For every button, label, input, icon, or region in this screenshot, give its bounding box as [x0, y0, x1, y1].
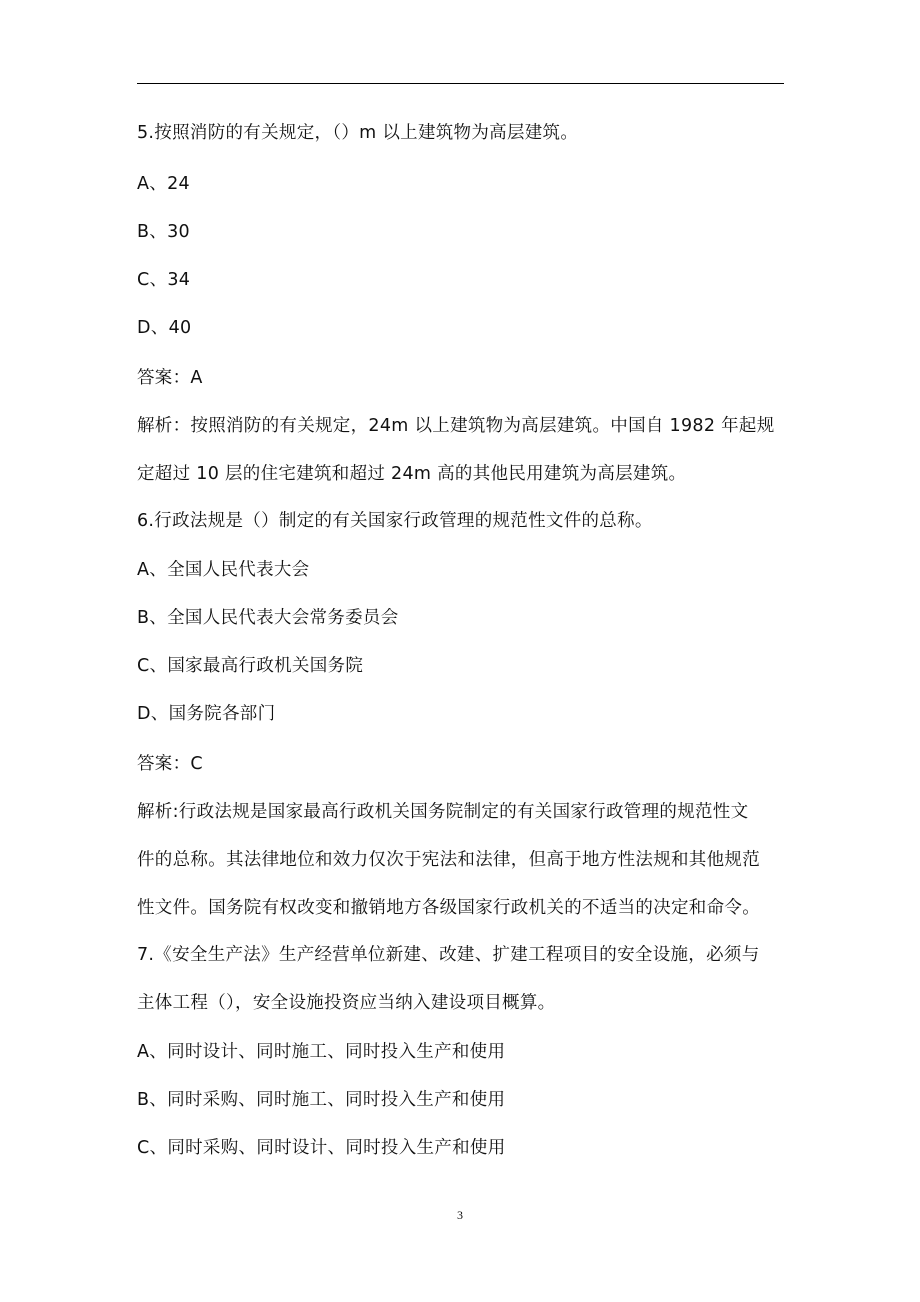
question-5-option-b: B、30: [137, 222, 190, 242]
question-6-analysis-line: 件的总称。其法律地位和效力仅次于宪法和法律，但高于地方性法规和其他规范: [137, 850, 760, 870]
question-6-analysis-line: 性文件。国务院有权改变和撤销地方各级国家行政机关的不适当的决定和命令。: [137, 898, 760, 918]
question-5-analysis-line: 定超过 10 层的住宅建筑和超过 24m 高的其他民用建筑为高层建筑。: [137, 464, 687, 484]
question-5-option-d: D、40: [137, 318, 192, 338]
question-6-option-d: D、国务院各部门: [137, 704, 276, 724]
question-7-stem-line: 主体工程（），安全设施投资应当纳入建设项目概算。: [137, 993, 556, 1013]
question-7-stem-line: 7.《安全生产法》生产经营单位新建、改建、扩建工程项目的安全设施，必须与: [137, 945, 760, 965]
question-7-option-b: B、同时采购、同时施工、同时投入生产和使用: [137, 1090, 506, 1110]
page-number: 3: [457, 1208, 463, 1222]
question-5-option-a: A、24: [137, 174, 190, 194]
question-6-option-b: B、全国人民代表大会常务委员会: [137, 608, 399, 628]
question-5-analysis-line: 解析：按照消防的有关规定，24m 以上建筑物为高层建筑。中国自 1982 年起规: [137, 416, 775, 436]
question-6-answer: 答案：C: [137, 754, 203, 774]
question-5-answer: 答案：A: [137, 368, 203, 388]
header-rule: [137, 83, 784, 84]
question-7-option-c: C、同时采购、同时设计、同时投入生产和使用: [137, 1138, 506, 1158]
question-6-option-a: A、全国人民代表大会: [137, 560, 310, 580]
question-5-option-c: C、34: [137, 270, 191, 290]
question-6-stem: 6.行政法规是（）制定的有关国家行政管理的规范性文件的总称。: [137, 511, 653, 531]
question-6-option-c: C、国家最高行政机关国务院: [137, 656, 364, 676]
question-6-analysis-line: 解析:行政法规是国家最高行政机关国务院制定的有关国家行政管理的规范性文: [137, 802, 749, 822]
question-5-stem: 5.按照消防的有关规定，（）m 以上建筑物为高层建筑。: [137, 123, 579, 143]
question-7-option-a: A、同时设计、同时施工、同时投入生产和使用: [137, 1042, 506, 1062]
